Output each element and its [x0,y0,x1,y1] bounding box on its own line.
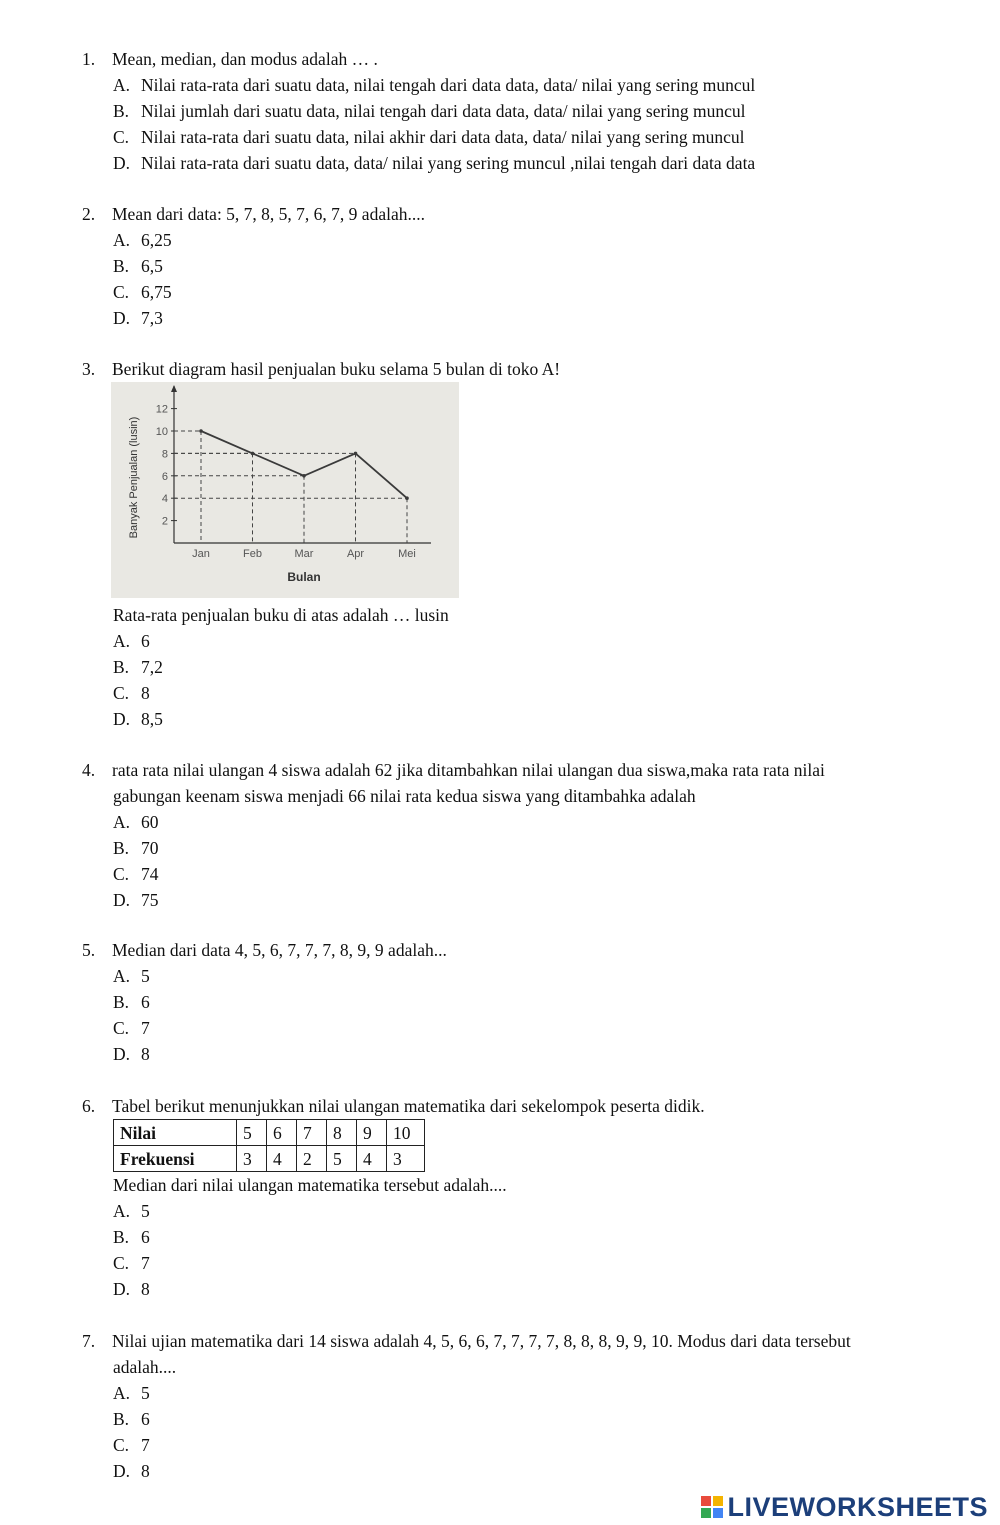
data-point [405,496,409,500]
option-d[interactable]: D. Nilai rata-rata dari suatu data, data/ nilai yang sering muncul ,nilai tengah dari data data [113,153,756,173]
option-d[interactable]: D. 8 [113,1279,150,1299]
y-axis-label: Banyak Penjualan (lusin) [128,416,140,539]
option-c[interactable]: C. 6,75 [113,282,172,302]
table-cell: 5 [237,1120,267,1146]
option-b[interactable]: B. 70 [113,838,159,858]
option-d[interactable]: D. 8,5 [113,709,163,729]
question-text-after-chart: Rata-rata penjualan buku di atas adalah … lusin [113,605,449,625]
y-tick-label: 6 [161,470,168,483]
x-axis-label: Bulan [287,570,321,584]
option-a[interactable]: A. 5 [113,1383,150,1403]
option-c[interactable]: C. 7 [113,1018,150,1038]
table-cell: 4 [267,1146,297,1172]
question-text: Median dari data 4, 5, 6, 7, 7, 7, 8, 9, 9 adalah... [112,940,447,960]
question-4 [82,757,962,913]
y-tick-label: 8 [161,448,168,461]
option-c[interactable]: C. 74 [113,864,159,884]
table-cell: 10 [387,1120,425,1146]
table-cell: 9 [357,1120,387,1146]
x-tick-label: Mei [398,548,416,560]
table-cell: 7 [297,1120,327,1146]
liveworksheets-logo[interactable] [701,1490,988,1524]
data-point [199,429,203,433]
option-a[interactable]: A. Nilai rata-rata dari suatu data, nilai tengah dari data data, data/ nilai yang sering muncul [113,75,756,95]
question-text: rata rata nilai ulangan 4 siswa adalah 62 jika ditambahkan nilai ulangan dua siswa,maka rata rata nilai [112,760,825,780]
option-a[interactable]: A. 5 [113,1201,150,1221]
question-text: Mean, median, dan modus adalah … . [112,49,378,69]
question-text-continued: gabungan keenam siswa menjadi 66 nilai rata kedua siswa yang ditambahka adalah [113,786,696,806]
option-c[interactable]: C. Nilai rata-rata dari suatu data, nilai akhir dari data data, data/ nilai yang sering muncul [113,127,745,147]
x-tick-label: Jan [192,548,210,560]
question-text-continued: adalah.... [113,1357,177,1377]
y-tick-label: 4 [161,493,168,506]
question-text: Tabel berikut menunjukkan nilai ulangan matematika dari sekelompok peserta didik. [112,1096,705,1116]
option-b[interactable]: B. 6,5 [113,256,163,276]
y-tick-label: 10 [155,426,168,438]
option-b[interactable]: B. 6 [113,1227,150,1247]
question-text: Nilai ujian matematika dari 14 siswa adalah 4, 5, 6, 6, 7, 7, 7, 7, 8, 8, 8, 9, 9, 10. Modus dari data tersebut [112,1331,851,1351]
question-number: 2. [82,204,96,224]
option-b[interactable]: B. 6 [113,992,150,1012]
option-b[interactable]: B. Nilai jumlah dari suatu data, nilai tengah dari data data, data/ nilai yang sering muncul [113,101,746,121]
x-tick-label: Mar [294,548,314,560]
question-text: Berikut diagram hasil penjualan buku selama 5 bulan di toko A! [112,359,561,379]
table-cell: 3 [387,1146,425,1172]
question-text: Mean dari data: 5, 7, 8, 5, 7, 6, 7, 9 adalah.... [112,204,425,224]
question-number: 6. [82,1096,96,1116]
question-number: 4. [82,760,96,780]
question-2 [82,201,962,331]
option-a[interactable]: A. 60 [113,812,159,832]
y-tick-label: 12 [155,403,168,416]
question-number: 7. [82,1331,96,1351]
table-cell: 2 [297,1146,327,1172]
series-line [201,431,407,498]
question-1 [82,46,962,176]
data-point [302,474,306,478]
option-c[interactable]: C. 8 [113,683,150,703]
data-point [354,452,358,456]
question-3-options [82,602,962,732]
y-axis-arrow-icon [171,385,177,392]
table-header-cell: Nilai [114,1120,237,1146]
logo-text: LIVEWORKSHEETS [727,1491,988,1522]
table-row-nilai [114,1120,425,1146]
question-number: 3. [82,359,96,379]
option-a[interactable]: A. 6,25 [113,230,172,250]
x-tick-label: Apr [346,548,365,560]
question-number: 5. [82,940,96,960]
table-cell: 4 [357,1146,387,1172]
question-6 [82,1093,962,1302]
option-a[interactable]: A. 5 [113,966,150,986]
frequency-table [113,1119,425,1172]
x-tick-label: Feb [243,548,262,560]
sales-line-chart [111,382,459,598]
table-cell: 3 [237,1146,267,1172]
question-5 [82,937,962,1067]
question-7 [82,1328,962,1484]
option-c[interactable]: C. 7 [113,1253,150,1273]
logo-squares-icon [701,1496,723,1518]
option-d[interactable]: D. 8 [113,1461,150,1481]
table-cell: 6 [267,1120,297,1146]
table-cell: 8 [327,1120,357,1146]
option-a[interactable]: A. 6 [113,631,150,651]
option-b[interactable]: B. 7,2 [113,657,163,677]
chart-svg [111,382,459,598]
option-d[interactable]: D. 75 [113,890,159,910]
option-d[interactable]: D. 7,3 [113,308,163,328]
option-d[interactable]: D. 8 [113,1044,150,1064]
question-text-after-table: Median dari nilai ulangan matematika tersebut adalah.... [113,1175,507,1195]
option-c[interactable]: C. 7 [113,1435,150,1455]
option-b[interactable]: B. 6 [113,1409,150,1429]
question-number: 1. [82,49,96,69]
table-row-frekuensi [114,1146,425,1172]
table-cell: 5 [327,1146,357,1172]
question-3 [82,356,962,382]
y-tick-label: 2 [161,515,168,528]
data-point [251,452,255,456]
table-header-cell: Frekuensi [114,1146,237,1172]
